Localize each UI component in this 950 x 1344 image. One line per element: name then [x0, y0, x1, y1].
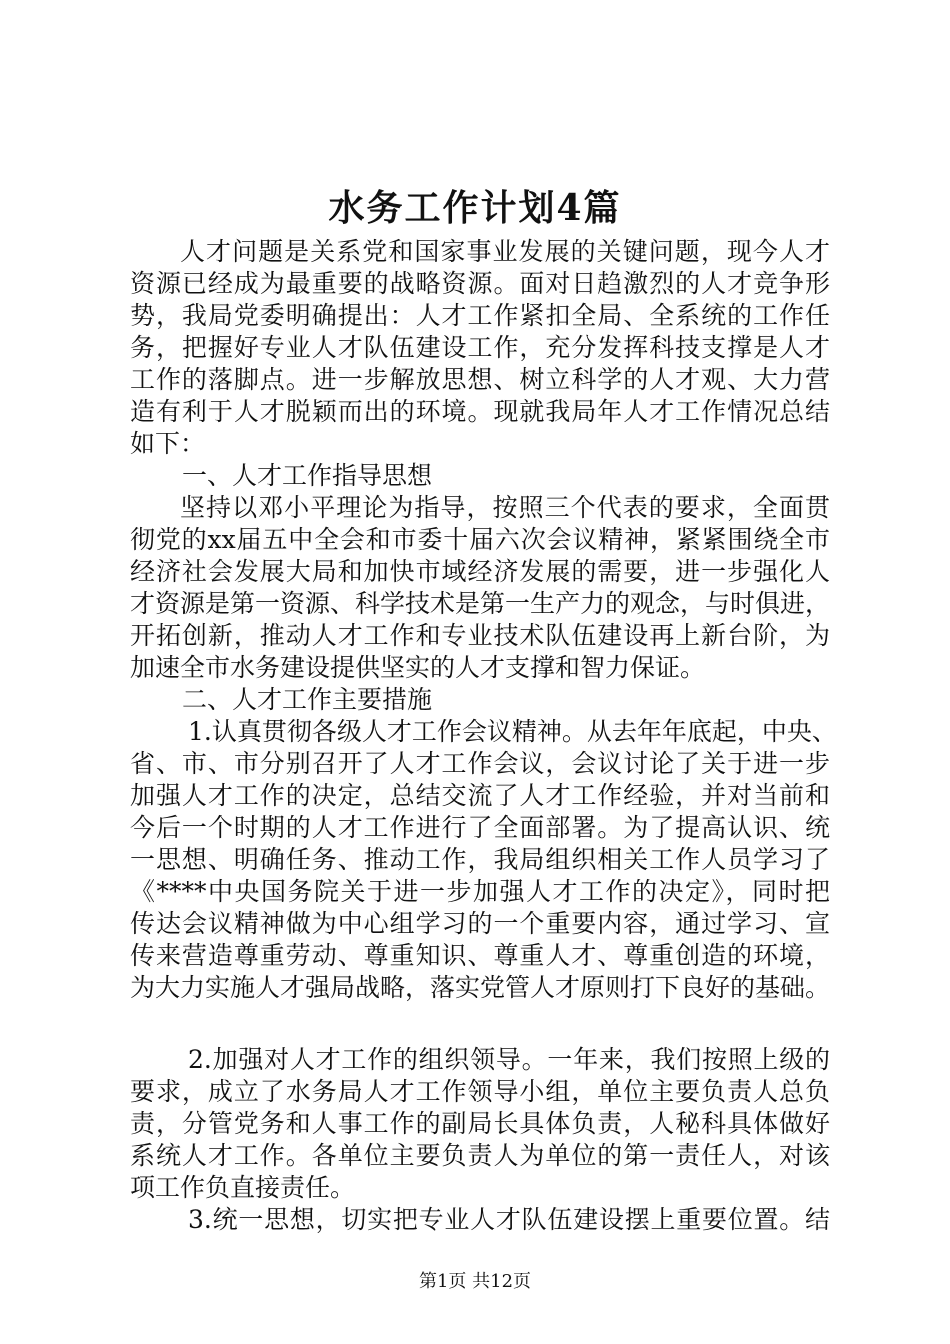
intro-line: 如下： — [130, 429, 206, 458]
paragraph-gap — [130, 1004, 830, 1044]
section-heading: 二、人才工作主要措施 — [182, 685, 433, 714]
page-footer: 第1页 共12页 — [418, 1271, 532, 1292]
intro-line: 人才问题是关系党和国家事业发展的关键问题，现今人才 — [180, 237, 830, 266]
item1-line: 加强人才工作的决定，总结交流了人才工作经验，并对当前和 — [130, 781, 830, 810]
section1-line: 彻党的xx届五中全会和市委十届六次会议精神，紧紧围绕全市 — [130, 525, 830, 554]
item1-line: 省、市、市分别召开了人才工作会议，会议讨论了关于进一步 — [130, 749, 830, 778]
item2-line: 要求，成立了水务局人才工作领导小组，单位主要负责人总负 — [130, 1077, 830, 1106]
item3-line: 3.统一思想，切实把专业人才队伍建设摆上重要位置。结 — [188, 1205, 830, 1234]
item2-line: 2.加强对人才工作的组织领导。一年来，我们按照上级的 — [188, 1045, 830, 1074]
item1-line: 一思想、明确任务、推动工作，我局组织相关工作人员学习了 — [130, 845, 830, 874]
item1-line: 传来营造尊重劳动、尊重知识、尊重人才、尊重创造的环境， — [130, 941, 830, 970]
item1-line: 《****中央国务院关于进一步加强人才工作的决定》，同时把 — [130, 877, 830, 906]
section1-line: 开拓创新，推动人才工作和专业技术队伍建设再上新台阶，为 — [130, 621, 830, 650]
section1-line: 才资源是第一资源、科学技术是第一生产力的观念，与时俱进， — [130, 589, 831, 618]
item1-line: 传达会议精神做为中心组学习的一个重要内容，通过学习、宣 — [130, 909, 830, 938]
intro-line: 势，我局党委明确提出：人才工作紧扣全局、全系统的工作任 — [130, 301, 830, 330]
item2-line: 项工作负直接责任。 — [130, 1173, 356, 1202]
item1-line: 为大力实施人才强局战略，落实党管人才原则打下良好的基础。 — [130, 973, 831, 1002]
document-title: 水务工作计划4篇 — [328, 187, 622, 229]
item1-line: 今后一个时期的人才工作进行了全面部署。为了提高认识、统 — [130, 813, 830, 842]
intro-line: 造有利于人才脱颖而出的环境。现就我局年人才工作情况总结 — [130, 397, 830, 426]
intro-line: 资源已经成为最重要的战略资源。面对日趋激烈的人才竞争形 — [130, 269, 830, 298]
item2-line: 责，分管党务和人事工作的副局长具体负责，人秘科具体做好 — [130, 1109, 830, 1138]
section1-line: 经济社会发展大局和加快市域经济发展的需要，进一步强化人 — [130, 557, 830, 586]
section1-line: 加速全市水务建设提供坚实的人才支撑和智力保证。 — [130, 653, 706, 682]
section-heading: 一、人才工作指导思想 — [182, 461, 433, 490]
intro-line: 工作的落脚点。进一步解放思想、树立科学的人才观、大力营 — [130, 365, 830, 394]
item1-line: 1.认真贯彻各级人才工作会议精神。从去年年底起，中央、 — [188, 717, 837, 746]
section1-line: 坚持以邓小平理论为指导，按照三个代表的要求，全面贯 — [180, 493, 830, 522]
intro-line: 务，把握好专业人才队伍建设工作，充分发挥科技支撑是人才 — [130, 333, 830, 362]
document-body — [130, 236, 837, 1236]
item2-line: 系统人才工作。各单位主要负责人为单位的第一责任人，对该 — [130, 1141, 830, 1170]
